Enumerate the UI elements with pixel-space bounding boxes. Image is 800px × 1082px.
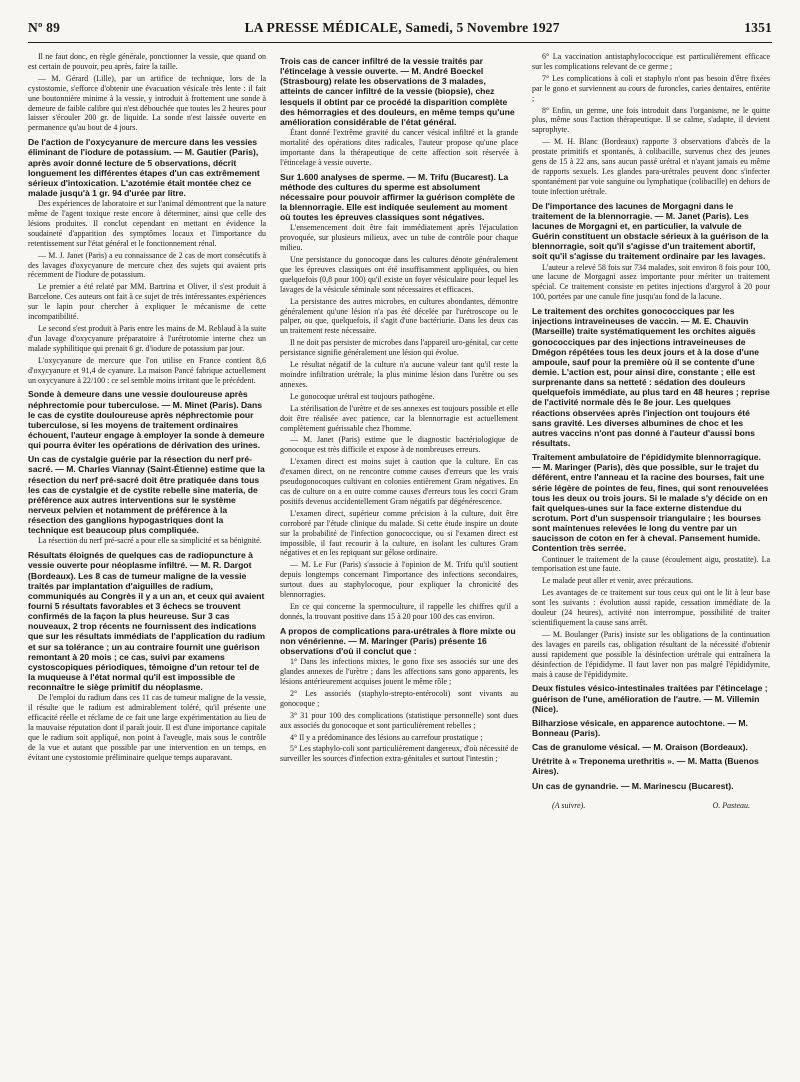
body-paragraph: La résection du nerf pré-sacré a pour elle sa simplicité et sa bénignité. [38, 536, 262, 546]
body-paragraph: Le gonocoque urétral est toujours pathogène. [290, 391, 435, 401]
body-paragraph: En ce qui concerne la spermoculture, il rappelle les chiffres qu'il a donnés, la trouvant positive dans 15 à 20 pour 100 des cas environ. [280, 601, 518, 621]
column-3-body [532, 52, 770, 791]
body-paragraph: Le premier a été relaté par MM. Bartrina et Oliver, il s'est produit à Barcelone. Ces auteurs ont fait à ce sujet de très intéressantes expériences sur le lapin pour chercher à expliquer le mécanisme de cette incompatibilité. [28, 282, 266, 322]
issue-number: Nº 89 [28, 20, 61, 35]
page-header [28, 20, 772, 43]
body-paragraph: — M. J. Janet (Paris) a eu connaissance de 2 cas de mort consécutifs à des lavages d'oxycyanure de mercure chez des sujets qui avaient pris récemment de l'iodure de potassium. [28, 250, 266, 280]
section-heading-paragraph: Un cas de cystalgie guérie par la résection du nerf pré-sacré. — M. Charles Viannay (Saint-Étienne) estime que la résection du nerf pré-sacré doit être pratiquée dans tous les cas de cystalgie et de cystite rebelle sine materia, de préférence aux autres interventions sur le système nerveux pelvien et notamment de préférence à la résection des ganglions hypogastriques dont la technique est beaucoup plus compliquée. [28, 454, 265, 536]
section-heading-paragraph: Un cas de gynandrie. — M. Marinescu (Bucarest). [532, 780, 734, 791]
body-paragraph: L'auteur a relevé 58 fois sur 734 malades, soit environ 8 fois pour 100, une lacune de Morgagni assez importante pour mériter un traitement spécial. Ce traitement consiste en petites injections d'argyrol à 20 pour 100, portées par une canule fine jusqu'au fond de la lacune. [532, 262, 770, 302]
section-heading-paragraph: Trois cas de cancer infiltré de la vessie traités par l'étincelage à vessie ouverte. — M. André Boeckel (Strasbourg) relate les observations de 3 malades, atteints de cancer infiltré de la vessie (biopsie), chez lesquels il obtint par ce procédé la disparition complète des hémorragies et des douleurs, en même temps qu'une amélioration considérable de l'état général. [280, 56, 515, 127]
to-be-continued: (A suivre). [552, 800, 586, 810]
body-paragraph: — M. Le Fur (Paris) s'associe à l'opinion de M. Trifu qu'il soutient depuis longtemps concernant l'importance des infections secondaires, surtout dues au staphylocoque, pour expliquer la chronicité des blennorragies. [280, 560, 518, 600]
body-paragraph: Étant donné l'extrême gravité du cancer vésical infiltré et la grande mortalité des opérations dites radicales, l'auteur propose qu'une place importante dans la thérapeutique de cette affection soit réservée à l'étincelage à vessie ouverte. [280, 127, 518, 167]
signoff [552, 801, 750, 811]
section-heading-paragraph: Cas de granulome vésical. — M. Oraison (Bordeaux). [532, 742, 748, 753]
section-heading-paragraph: Sur 1.600 analyses de sperme. — M. Trifu (Bucarest). La méthode des cultures du sperme est absolument nécessaire pour pouvoir affirmer la guérison complète de la blennorragie. Elle est indiquée seulement au moment où toutes les épreuves classiques sont négatives. [280, 171, 515, 223]
section-heading-paragraph: De l'action de l'oxycyanure de mercure dans les vessies éliminant de l'iodure de potassium. — M. Gautier (Paris), après avoir donné lecture de 5 observations, décrit longuement les différentes étapes d'un cas extrêmement sérieux d'intoxication. L'azotémie était montée chez ce malade jusqu'à 1 gr. 94 d'urée par litre. [28, 137, 260, 198]
section-heading-paragraph: Sonde à demeure dans une vessie douloureuse après néphrectomie pour tuberculose. — M. Minet (Paris). Dans le cas de cystite douloureuse après néphrectomie pour tuberculose, si les moyens de traitement ordinaires échouent, l'auteur engage à employer la sonde à demeure qui pourra éviter les opérations de dérivation des urines. [28, 389, 265, 451]
body-paragraph: 5° Les staphylo-coli sont particulièrement dangereux, d'où nécessité de surveiller les sources d'infection extra-génitales et surtout l'intestin ; [280, 744, 518, 764]
section-heading-paragraph: Urétrite à « Treponema urethritis ». — M. Matta (Buenos Aires). [532, 756, 759, 777]
body-paragraph: — M. Boulanger (Paris) insiste sur les obligations de la continuation des lavages en pareils cas, obligation résultant de la nécessité d'obtenir aussi rapidement que possible la désinfection urétrale qui entraînera la désinfection de l'épididyme. Il faut laver non pas malgré l'épididymite, mais à cause de l'épididymite. [532, 629, 770, 679]
body-paragraph: Des expériences de laboratoire et sur l'animal démontrent que la nature même de l'agent toxique reste encore à déterminer, ainsi que celle des lésions produites. Il conclut cependant en mettant en évidence la soudaineté d'apparition des symptômes locaux et l'importance du retentissement sur l'état général et le fonctionnement rénal. [28, 199, 266, 248]
body-paragraph: De l'emploi du radium dans ces 11 cas de tumeur maligne de la vessie, il résulte que le radium est admirablement toléré, qu'il présente une efficacité réelle et réclame de ce fait une large expérimentation au lieu de la mauvaise réputation dont il paraît jouir. Il est d'une importance capitale que le radium soit appliqué, non point à l'aveugle, mais sous le contrôle de la vue et autant que possible par une intervention en un temps, en évitant une cystostomie préliminaire quelque temps auparavant. [28, 693, 266, 762]
body-paragraph: La stérilisation de l'urètre et de ses annexes est toujours possible et elle doit être réalisée avec patience, car la blennorragie est actuellement complètement guérissable chez l'homme. [280, 403, 518, 433]
body-paragraph: L'examen direct est moins sujet à caution que la culture. En cas d'examen direct, on ne rencontre comme causes d'erreurs que les vrais pseudogonocoques cultivant en colonies entièrement Gram négatives. En cas de culture on a en outre comme causes d'erreurs tous les cocci Gram positifs devenus accidentellement Gram négatifs par dégénérescence. [280, 457, 518, 506]
body-paragraph: — M. H. Blanc (Bordeaux) rapporte 3 observations d'abcès de la prostate primitifs et spontanés, à colibacille, survenus chez des jeunes gens de 15 à 22 ans, sans aucun passé urétral et n'ayant jamais eu même de rapports sexuels. Les glandes para-urétrales peuvent donc s'infecter spontanément par voie sanguine ou lymphatique (colibacille) en dehors de toute infection urétrale. [532, 137, 770, 196]
body-paragraph: — M. Janet (Paris) estime que le diagnostic bactériologique de gonocoque est très difficile et expose à de nombreuses erreurs. [280, 435, 518, 455]
body-paragraph: 7° Les complications à coli et staphylo n'ont pas besoin d'être fixées par le gono et surviennent au cours de furoncles, caries dentaires, entérite ; [532, 73, 770, 103]
column-1 [28, 52, 266, 1062]
body-paragraph: — M. Gérard (Lille), par un artifice de technique, lors de la cystostomie, s'efforce d'obtenir une évacuation vésicale très lente : il fait une boutonnière minime à la vessie, y introduit à frottement une sonde à demeure de faible calibre qui n'est débouchée que toutes les 2 heures pour laisser s'écouler 200 gr. de liquide. La sonde n'est laissée ouverte en permanence qu'au bout de 4 jours. [28, 73, 266, 133]
body-paragraph: Une persistance du gonocoque dans les cultures dénote généralement que les épreuves classiques ont été insuffisamment appliquées, ou bien quelquefois (0,8 pour 100) qu'il existe un foyer vésiculaire pour lequel les lavages de la vésicule séminale sont nécessaires et efficaces. [280, 255, 518, 294]
columns [28, 52, 772, 1062]
section-heading-paragraph: Le traitement des orchites gonococciques par les injections intraveineuses de vaccin. — M. E. Chauvin (Marseille) traite systématiquement les orchites aiguës gonococciques par des injections intraveineuses de Dmégon répétées tous les deux jours et à la dose d'une ampoule, sauf pour la première où il se contente d'une demie. L'action est, pour ainsi dire, constante ; elle est surprenante dans sa netteté : sédation des douleurs quelquefois immédiate, au plus tard en 48 heures ; reprise de l'activité normale dès le 8e jour. Les quelques réactions observées après l'injection ont toujours été sans gravité. Les diverses albumines de choc et les autres vaccins n'ont pas donné à l'auteur d'aussi bons résultats. [532, 306, 770, 448]
body-paragraph: L'oxycyanure de mercure que l'on utilise en France contient 8,6 d'oxycyanure et 91,4 de cyanure. La maison Pancé fabrique actuellement un oxycyanure à 22/100 : ce sel semble moins irritant que le précédent. [28, 355, 266, 385]
body-paragraph: 8° Enfin, un germe, une fois introduit dans l'organisme, ne le quitte plus, même sous l'action thérapeutique. Il se calme, s'adapte, il devient saprophyte. [532, 105, 770, 135]
body-paragraph: 1° Dans les infections mixtes, le gono fixe ses associés sur une des glandes annexes de l'urètre ; dans les affections sans gono apparents, les lésions antérieurement acquises jouent le même rôle ; [280, 657, 518, 686]
body-paragraph: Les avantages de ce traitement sur tous ceux qui ont le lit à leur base sont les suivants : évolution aussi rapide, cessation immédiate de la douleur (24 heures), activité non interrompue, possibilité de traiter scientifiquement la cause sans arrêt. [532, 588, 770, 627]
body-paragraph: 3° 31 pour 100 des complications (statistique personnelle) sont dues aux associés du gonocoque et sont particulièrement rebelles ; [280, 710, 518, 730]
body-paragraph: Il ne faut donc, en règle générale, ponctionner la vessie, que quand on est certain de pouvoir, peu après, faire la taille. [28, 52, 266, 71]
section-heading-paragraph: De l'importance des lacunes de Morgagni dans le traitement de la blennorragie. — M. Janet (Paris). Les lacunes de Morgagni et, en particulier, la valvule de Guérin constituent un obstacle sérieux à la guérison de la blennorragie, soit qu'il s'agisse d'un traitement abortif, soit qu'il s'agisse du traitement ordinaire par les lavages. [532, 200, 769, 262]
journal-title: LA PRESSE MÉDICALE, Samedi, 5 Novembre 1927 [244, 20, 560, 35]
body-paragraph: 4° Il y a prédominance des lésions au carrefour prostatique ; [290, 732, 483, 742]
body-paragraph: Le résultat négatif de la culture n'a aucune valeur tant qu'il reste la moindre infiltration urétrale, la plus minime lésion dans l'urètre ou ses annexes. [280, 360, 518, 389]
body-paragraph: La persistance des autres microbes, en cultures abondantes, démontre généralement qu'une lésion n'a pas été décelée par l'urétroscope ou le palper, ou que, quelquefois, il s'agit d'une bactériurie. Dans les deux cas un traitement reste nécessaire. [280, 296, 518, 336]
body-paragraph: 6° La vaccination antistaphylococcique est particulièrement efficace sur les complications relevant de ce germe ; [532, 52, 770, 71]
section-heading-paragraph: A propos de complications para-urétrales à flore mixte ou non vénérienne. — M. Maringer (Paris) présente 16 observations d'où il conclut que : [280, 625, 516, 657]
body-paragraph: 2° Les associés (staphylo-strepto-entérocoli) sont vivants au gonocoque ; [280, 688, 518, 708]
column-2 [280, 52, 518, 1062]
body-paragraph: Le malade peut aller et venir, avec précautions. [542, 576, 693, 586]
page-number: 1351 [744, 20, 772, 35]
body-paragraph: Continuer le traitement de la cause (écoulement aigu, prostatite). La temporisation est une faute. [532, 554, 770, 574]
section-heading-paragraph: Bilharziose vésicale, en apparence autochtone. — M. Bonneau (Paris). [532, 717, 748, 738]
section-heading-paragraph: Traitement ambulatoire de l'épididymite blennorragique. — M. Maringer (Paris), dès que possible, sur le trajet du déférent, entre l'anneau et la racine des bourses, fait une série légère de pointes de feu, fines, qui sont renouvelées tous les deux ou trois jours. Si le malade s'y décide on en fait quelques-unes sur la face externe distendue du scrotum. Port d'un suspensoir triangulaire ; les bourses sont maintenues relevées le long du ventre par un saucisson de coton en fer à cheval. Pansement humide. Contention très serrée. [532, 452, 769, 554]
body-paragraph: L'examen direct, supérieur comme précision à la culture, doit être corroboré par l'étude clinique du malade. Si cette étude inspire un doute sur la probabilité de l'infection gonococcique, ou si l'examen direct est impossible, il faut recourir à la culture, en isolant les cultures Gram négatives et en les repiquant sur gélose ordinaire. [280, 508, 518, 558]
section-heading-paragraph: Résultats éloignés de quelques cas de radiopuncture à vessie ouverte pour néoplasme infiltré. — M. R. Dargot (Bordeaux). Les 8 cas de tumeur maligne de la vessie traités par implantation d'aiguilles de radium, communiqués au Congrès il y a un an, et ceux qui avaient fourni 5 résultats favorables et 3 échecs se trouvent confirmés de la façon la plus heureuse. Sur 3 cas nouveaux, 2 trop récents ne fournissent des indications que sur les résultats immédiats de l'application du radium et sur sa tolérance ; un au contraire fournit une guérison remontant à 20 mois ; ce cas, suivi par examens cystoscopiques périodiques, témoigne d'un retour tel de la muqueuse à l'état normal qu'il est impossible de reconnaître le siège primitif du néoplasme. [28, 550, 265, 693]
author-signature: O. Pasteau. [712, 800, 750, 810]
body-paragraph: L'ensemencement doit être fait immédiatement après l'éjaculation provoquée, sur plusieurs milieux, avec un tube de contrôle pour chaque milieu. [280, 223, 518, 253]
body-paragraph: Le second s'est produit à Paris entre les mains de M. Reblaud à la suite d'un lavage d'oxycyanure préparatoire à l'urétrotomie interne chez un malade syphilitique qui prenait 6 gr. d'iodure de potassium par jour. [28, 323, 266, 353]
body-paragraph: Il ne doit pas persister de microbes dans l'appareil uro-génital, car cette persistance signifie généralement une lésion qui évolue. [280, 338, 518, 358]
section-heading-paragraph: Deux fistules vésico-intestinales traitées par l'étincelage ; guérison de l'une, amélioration de l'autre. — M. Villemin (Nice). [532, 683, 768, 714]
column-3 [532, 52, 770, 1062]
